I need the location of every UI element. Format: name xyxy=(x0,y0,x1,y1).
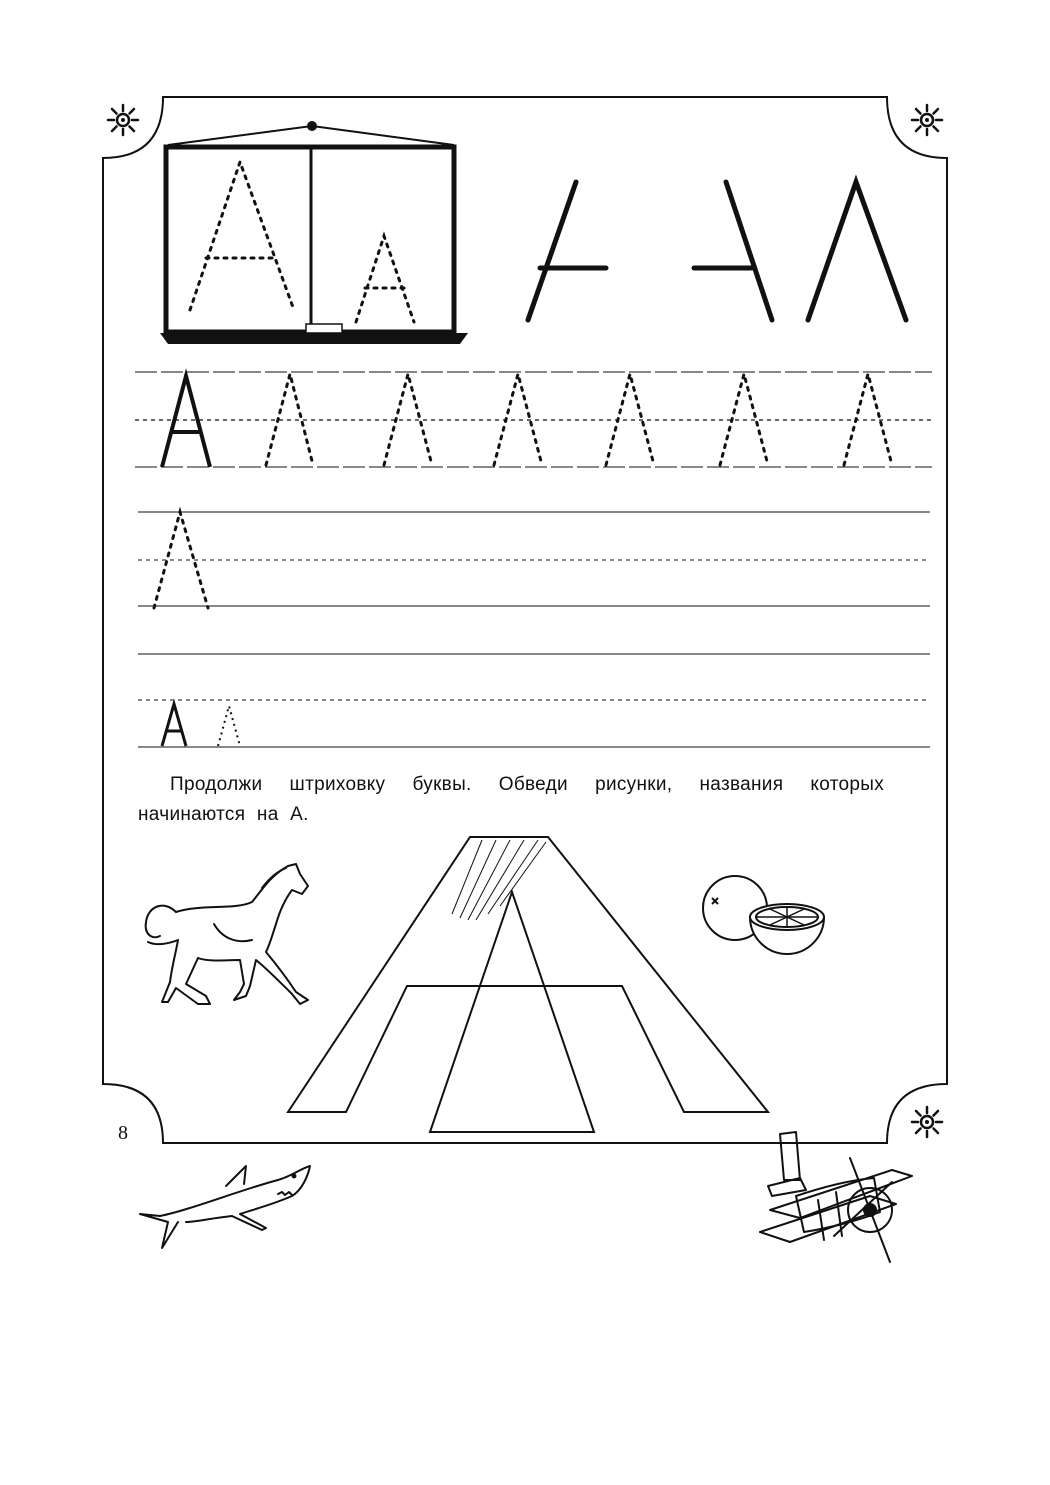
chalkboard-icon xyxy=(160,121,468,344)
big-letter-outline xyxy=(288,837,768,1132)
sun-ornament-icon xyxy=(912,105,942,135)
shark-icon xyxy=(140,1166,310,1248)
instruction-text: Продолжи штриховку буквы. Обведи рисунки, названия которых начинаются на А. xyxy=(138,774,884,825)
airplane-icon xyxy=(760,1132,912,1262)
orange-icon xyxy=(703,876,824,954)
sun-ornament-icon xyxy=(912,1107,942,1137)
writing-row-3 xyxy=(138,700,930,747)
sun-ornament-icon xyxy=(108,105,138,135)
horse-icon xyxy=(146,864,308,1004)
writing-row-1 xyxy=(135,372,932,467)
letter-strokes xyxy=(528,182,906,320)
page-number: 8 xyxy=(118,1122,128,1144)
writing-row-2 xyxy=(138,512,930,654)
